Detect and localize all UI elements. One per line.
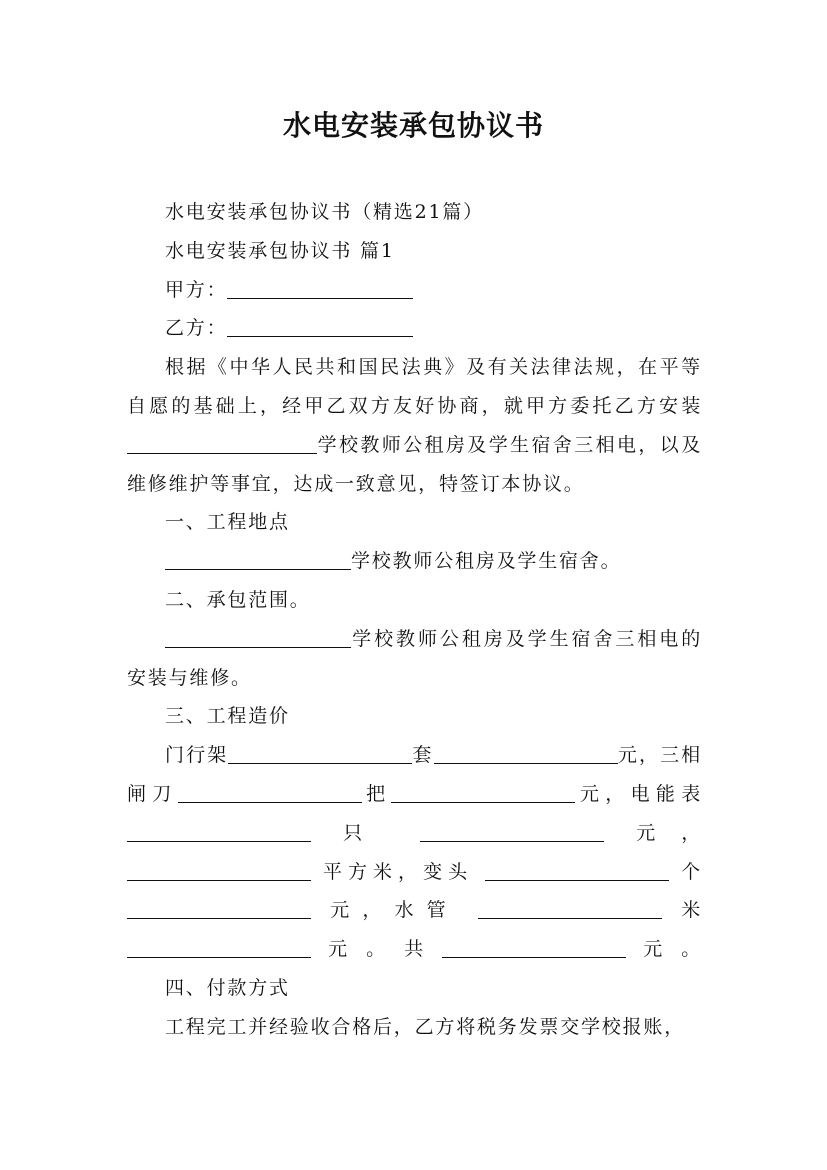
price-word: 平方米，变头 [323, 860, 474, 883]
price-word: 门行架 [165, 744, 229, 767]
price-blank [420, 822, 604, 842]
heading-price: 三、工程造价 [165, 705, 290, 728]
payment-paragraph: 工程完工并经验收合格后，乙方将税务发票交学校报账， [165, 1015, 686, 1038]
price-blank [391, 783, 575, 803]
price-blank [434, 744, 618, 764]
subtitle: 水电安装承包协议书（精选21篇） [165, 201, 484, 223]
price-word: 个 [681, 860, 702, 883]
price-blank [127, 899, 311, 919]
party-a-line [127, 271, 702, 310]
intro-text-2: 学校教师公租房及学生宿舍三相电，以及维修维护等事宜，达成一致意见，特签订本协议。 [127, 433, 702, 495]
location-blank [165, 550, 351, 570]
document-title: 水电安装承包协议书 [282, 109, 544, 142]
intro-text-1: 根据《中华人民共和国民法典》及有关法律法规，在平等自愿的基础上，经甲乙双方友好协商，就甲方委托乙方安装 [127, 356, 702, 417]
price-word: 套 [412, 744, 434, 767]
scope-paragraph [127, 620, 702, 698]
price-word: 元， [636, 821, 703, 844]
price-blank [127, 938, 311, 958]
price-word: 元，电能表 [575, 782, 702, 805]
price-blank [442, 938, 626, 958]
price-word: 米 [681, 899, 703, 922]
price-paragraph [127, 736, 702, 969]
price-blank [127, 822, 311, 842]
scope-blank [165, 628, 351, 648]
price-blank [178, 783, 362, 803]
location-text: 学校教师公租房及学生宿舍。 [351, 550, 622, 573]
heading-payment: 四、付款方式 [165, 976, 290, 999]
heading-scope: 二、承包范围。 [165, 588, 311, 611]
price-word: 元，水管 [330, 899, 459, 922]
price-word: 元。 [626, 938, 702, 961]
price-blank [478, 899, 662, 919]
price-blank [127, 861, 311, 881]
price-word: 只 [343, 821, 389, 844]
section-heading: 水电安装承包协议书 篇1 [165, 239, 395, 262]
intro-paragraph [127, 348, 702, 503]
price-blank [485, 861, 669, 881]
price-word: 元。共 [311, 938, 443, 961]
document-body [127, 193, 702, 1047]
heading-location: 一、工程地点 [165, 511, 290, 534]
party-a-blank [227, 279, 413, 299]
party-b-line [127, 309, 702, 348]
school-blank [127, 434, 317, 454]
price-word: 元，三相闸刀 [127, 744, 702, 805]
party-a-label: 甲方： [165, 278, 228, 301]
location-paragraph [127, 542, 702, 581]
party-b-blank [227, 317, 413, 337]
price-blank [228, 744, 412, 764]
scope-text: 学校教师公租房及学生宿舍三相电的安装与维修。 [127, 627, 702, 689]
price-word: 把 [361, 782, 392, 805]
party-b-label: 乙方： [165, 317, 228, 340]
